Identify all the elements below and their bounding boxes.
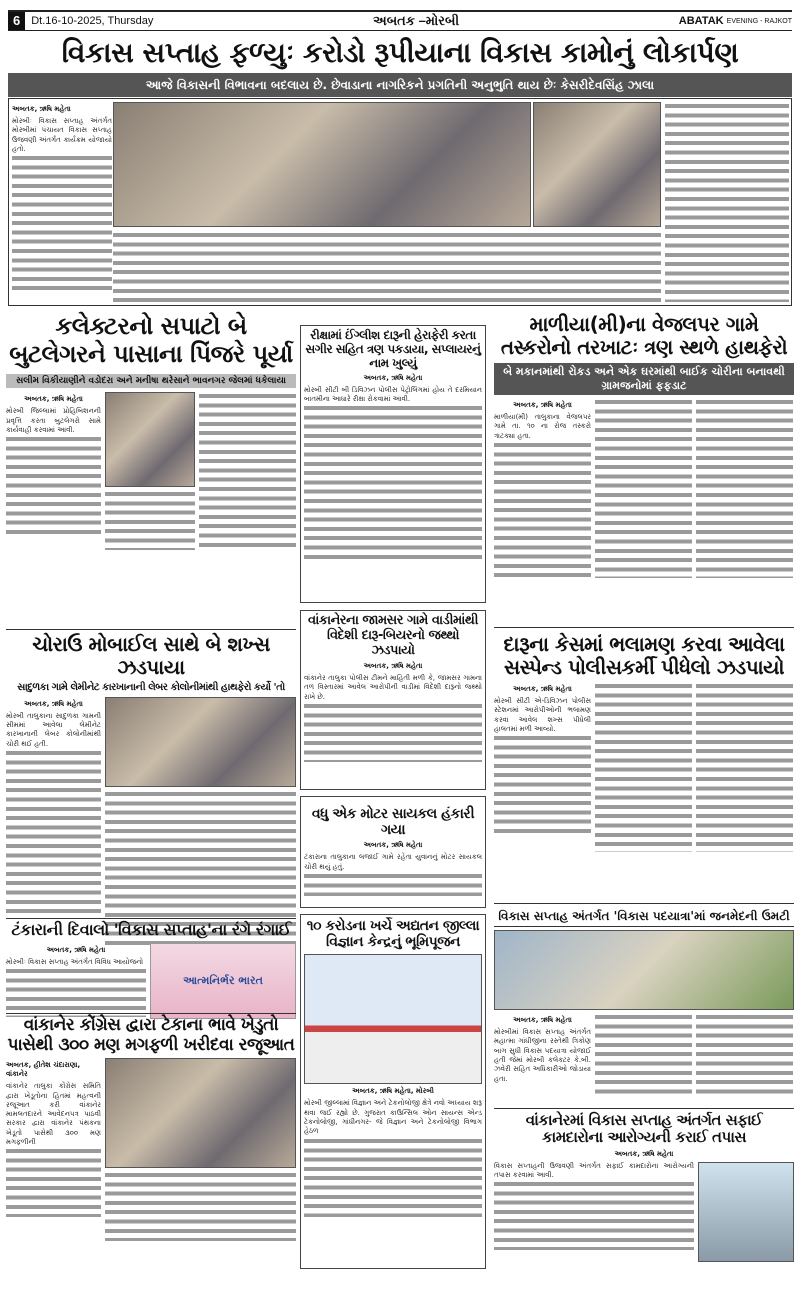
- headline: વાંકાનેરના જામસર ગામે વાડીમાંથી વિદેશી દારૂ-બિયરનો જથ્થો ઝડપાયો: [307, 613, 479, 659]
- byline: અબતક, ઋષિ મહેતા: [363, 841, 423, 850]
- lead-story: [8, 98, 792, 306]
- article-text: મોરબી જીલ્લામાં વિજ્ઞાન અને ટેકનોલોજી ક્ષેત્રે નવો અધ્યાય શરૂ થવા જઈ રહ્યો છે. ગુજરાત કાઉન્સિલ ઓન સાયન્સ એન્ડ ટેકનોલોજી, ગાંધીનગર- જે વિજ્ઞાન અને ટેકનોલોજી વિભાગ હેઠળ: [304, 1099, 482, 1136]
- article-text: મોરબીઃ વિકાસ સપ્તાહ અંતર્ગત વિવિધ આયોજનો: [6, 957, 144, 966]
- headline: વાંકાનેર કોંગ્રેસ દ્વારા ટેકાના ભાવે ખેડુતો પાસેથી ૩૦૦ મણ મગફળી ખરીદવા રજૂઆત: [7, 1015, 295, 1055]
- byline: અબતક, ઋષિ મહેતા: [513, 1016, 572, 1025]
- banner-text: આત્મનિર્ભર ભારત: [183, 973, 263, 987]
- health-checkup-photo: [698, 1162, 794, 1262]
- headline: રીક્ષામાં ઈંગ્લીશ દારૂની હેરાફેરી કરતા સગીર સહિત ત્રણ પકડાયા, સપ્લાયરનું નામ ખુલ્યું: [305, 328, 481, 370]
- article-rickshaw-liquor: [300, 325, 486, 603]
- masthead: અબતક –મોરબી: [373, 13, 460, 28]
- page-header: [8, 10, 792, 31]
- article-vejalpar-theft: [494, 313, 794, 581]
- headline: ટંકારાની દિવાલો 'વિકાસ સપ્તાહ'ના રંગે રંગાઈ: [11, 920, 291, 940]
- headline: વિકાસ સપ્તાહ અંતર્ગત 'વિકાસ પદયાત્રા'માં જનમેદની ઉમટી: [494, 907, 794, 927]
- byline: અબતક, ઋષિ મહેતા: [24, 699, 83, 708]
- article-science-centre: [300, 914, 486, 1269]
- article-text: વાંકાનેર તાલુકા કોંગ્રેસ સમિતિ દ્વારા ખેડૂતોના હિતમાં મહત્વની રજૂઆત કરી વાંકાનેર મામલતદારને આવેદનપત્ર પાઠવી સરકાર દ્વારા વાંકાનેર પંથકના ખેડૂતો પાસેથી ૩૦૦ મણ મગફળીની: [6, 1082, 101, 1147]
- article-text: વાંકાનેર તાલુકા પોલીસ ટીમને માહિતી મળી કે, જામસર ગામના તળ વિસ્તારમાં આવેલ આરોપીની વાડીમાં વિદેશી દારૂનો જથ્થો રાખે છે.: [304, 674, 482, 701]
- byline: અબતક, ઋષિ મહેતા: [46, 945, 106, 954]
- article-text: મોરબી સીટી એ-ડિવિઝન પોલીસ સ્ટેશનમાં આરોપીઓની ભલામણ કરવા આવેલ શખ્સ પીધેલી હાલતમાં મળી આવ્યો.: [494, 697, 591, 734]
- subheadline: સલીમ વિકીયાણીને વડોદરા અને મનીષા થરેસાને ભાવનગર જેલમાં ધકેલાયા: [6, 374, 296, 388]
- headline: વધુ એક મોટર સાયકલ હંકારી ગયા: [311, 806, 475, 839]
- article-text: મોરબી સીટી બી ડિવિઝન પોલીસ પેટ્રોલિંગમાં હોય તે દરમિયાન બાતમીના આધારે રીક્ષા રોકવામાં આવી.: [304, 385, 482, 403]
- edition: EVENING - RAJKOT: [726, 17, 792, 25]
- article-text: ટંકારાના તાલુકાના લજાઈ ગામે રહેતા યુવાનનું મોટર સાયકલ ચોરી થયું હતું.: [304, 853, 482, 871]
- subheadline: બે મકાનમાંથી રોકડ અને એક ઘરમાંથી બાઈક ચોરીના બનાવથી ગ્રામજનોમાં ફફડાટ: [494, 363, 794, 395]
- byline: અબતક, ઋષિ મહેતા: [363, 373, 423, 382]
- bhoomipujan-photo: [304, 954, 482, 1084]
- lead-headline: વિકાસ સપ્તાહ ફળ્યુઃ કરોડો રૂપીયાના વિકાસ કામોનું લોકાર્પણ: [61, 36, 739, 69]
- article-text: માળીયા(મી) તાલુકાના વેજલપર ગામે તા. ૧૦ ના રોજ તસ્કરો ત્રાટક્યા હતા.: [494, 413, 591, 440]
- headline: માળીયા(મી)ના વેજલપર ગામે તસ્કરોનો તરખાટઃ ત્રણ સ્થળે હાથફેરો: [500, 312, 788, 360]
- headline: ૧૦ કરોડના ખર્ચે અદ્યતન જીલ્લા વિજ્ઞાન કેન્દ્રનું ભૂમિપૂજન: [306, 918, 480, 951]
- byline: અબતક, ઋષિ મહેતા: [24, 395, 83, 404]
- headline: વાંકાનેરમાં વિકાસ સપ્તાહ અંતર્ગત સફાઈ કામદારોના આરોગ્યની કરાઈ તપાસ: [525, 1111, 763, 1147]
- byline: અબતક, હીતેશ ચંદારાણા, વાંકાનેર: [6, 1061, 81, 1079]
- page-top: [0, 0, 800, 306]
- byline: અબતક, ઋષિ મહેતા, મોરબી: [352, 1087, 434, 1096]
- headline: કલેક્ટરનો સપાટો બે બુટલેગરને પાસાના પિંજરે પૂર્યા: [9, 312, 293, 368]
- article-text: વિકાસ સપ્તાહની ઉજવણી અંતર્ગત સફાઈ કામદારોના આરોગ્યની તપાસ કરવામાં આવી.: [494, 1161, 694, 1179]
- brand-name: ABATAK: [678, 15, 724, 27]
- byline: અબતક, ઋષિ મહેતા: [614, 1149, 674, 1158]
- subheadline: સાદુળકા ગામે લેમીનેટ કારખાનાની લેબર કોલોનીમાંથી હાથફેરો કર્યો 'તો: [17, 682, 285, 694]
- article-text: મોરબી તાલુકાના સાદુળકા ગામની સીમમાં આવેલા લેમીનેટ કારખાનાની લેબર કોલોનીમાંથી ચોરી થઈ હતી.: [6, 711, 101, 748]
- article-tankara-walls: [6, 921, 296, 1018]
- article-suspended-police: [494, 633, 794, 852]
- byline: અબતક, ઋષિ મહેતા: [513, 401, 572, 410]
- padyatra-photo: [494, 930, 794, 1010]
- headline: ચોરાઉ મોબાઈલ સાથે બે શખ્સ ઝડપાયા: [32, 632, 270, 680]
- wall-painting-photo: [150, 943, 296, 1019]
- byline: અબતક, ઋષિ મહેતા: [363, 662, 423, 670]
- article-vikas-padyatra: [494, 907, 794, 1098]
- article-sanitation-health: [494, 1112, 794, 1262]
- article-text: મોરબી જિલ્લામાં પ્રોહિબિશનની પ્રવૃત્તિ કરતા બુટલેગરો સામે કાર્યવાહી કરવામાં આવી.: [6, 407, 101, 434]
- byline: અબતક, ઋષિ મહેતા: [12, 105, 71, 114]
- memorandum-photo: [105, 1058, 296, 1168]
- article-mobile-theft: [6, 633, 296, 950]
- lead-photo-audience: [533, 102, 661, 227]
- page-number: 6: [8, 12, 25, 30]
- article-text: મોરબીઃ વિકાસ સપ્તાહ અંતર્ગત મોરબીમાં પંચાયત વિકાસ સપ્તાહ ઉજવણી અંતર્ગત કાર્યક્રમ યોજાયો હતો.: [12, 117, 112, 154]
- lead-subheadline: આજે વિકાસની વિભાવના બદલાય છે. છેવાડાના નાગરિકને પ્રગતિની અનુભુતિ થાય છેઃ કેસરીદેવસિંહ ઝાલા: [8, 73, 792, 97]
- issue-date: Dt.16-10-2025, Thursday: [31, 15, 154, 27]
- article-text: મોરબીમાં વિકાસ સપ્તાહ અંતર્ગત મહાત્મા ગાંધીજીના રસ્તેથી ત્રિકોણ બાગ સુધી વિકાસ પદયાત્રા યોજાઈ હતી જેમાં મોરબી કલેક્ટર કે.બી. ઝવેરી સહિત અધિકારીઓ જોડાયા હતા.: [494, 1028, 591, 1083]
- headline: દારૂના કેસમાં ભલામણ કરવા આવેલા સસ્પેન્ડ પોલીસકર્મી પીધેલો ઝડપાયો: [503, 632, 785, 680]
- article-jamsar-liquor: [300, 610, 486, 790]
- article-vankaner-congress: [6, 1016, 296, 1241]
- article-collector: [6, 313, 296, 552]
- accused-photo: [105, 392, 195, 487]
- byline: અબતક, ઋષિ મહેતા: [513, 685, 572, 694]
- accused-photo: [105, 697, 296, 787]
- lead-photo-stage: [113, 102, 531, 227]
- article-motorcycle-theft: [300, 796, 486, 908]
- article-columns: [0, 313, 800, 1273]
